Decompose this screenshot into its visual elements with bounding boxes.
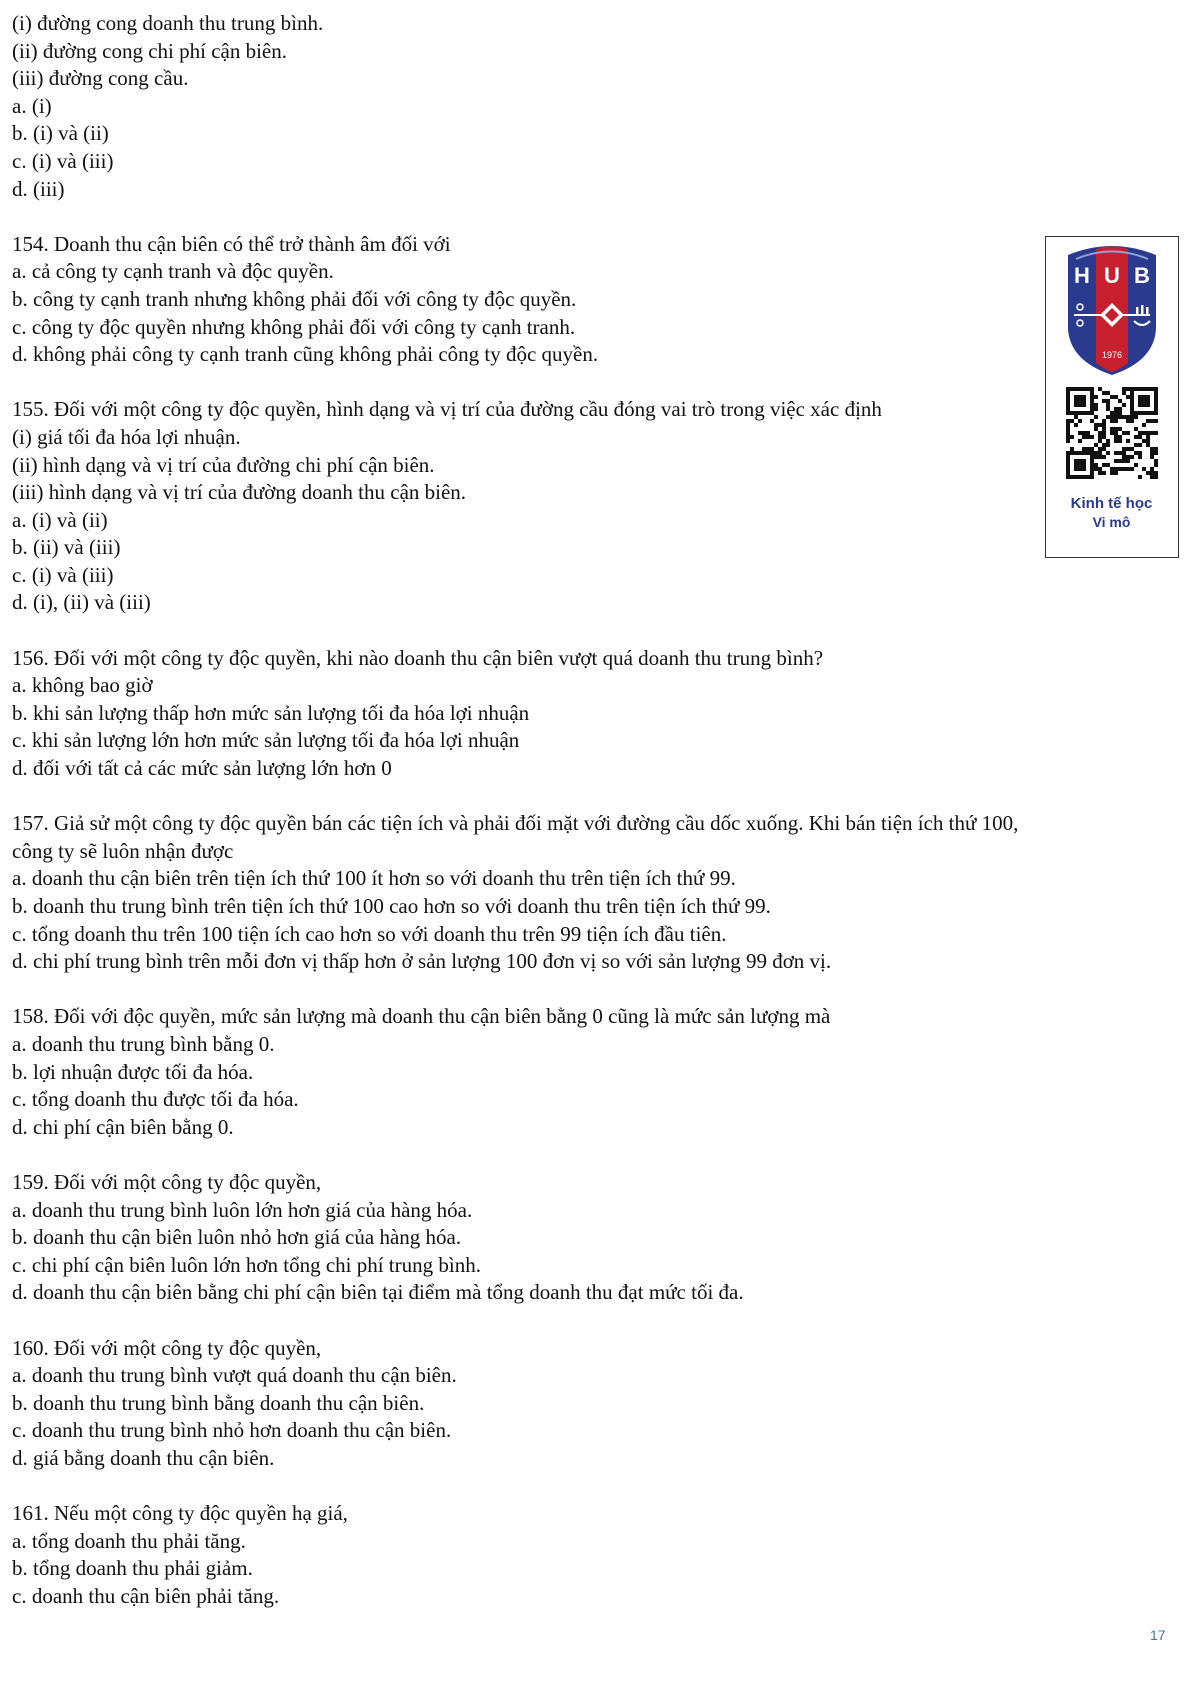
text-line: 154. Doanh thu cận biên có thể trở thành âm đối với (12, 231, 451, 256)
text-line: a. doanh thu trung bình luôn lớn hơn giá của hàng hóa. (12, 1197, 473, 1222)
text-line: d. không phải công ty cạnh tranh cũng không phải công ty độc quyền. (12, 342, 599, 367)
text-line: 158. Đối với độc quyền, mức sản lượng mà doanh thu cận biên bằng 0 cũng là mức sản lượng mà (12, 1004, 831, 1029)
text-line: (ii) hình dạng và vị trí của đường chi phí cận biên. (12, 452, 435, 477)
course-badge (1045, 236, 1179, 558)
blank-line (12, 783, 1172, 811)
text-line: d. (iii) (12, 176, 65, 201)
text-line: d. chi phí trung bình trên mỗi đơn vị thấp hơn ở sản lượng 100 đơn vị so với sản lượng 99 đơn vị. (12, 949, 832, 974)
text-line: a. doanh thu trung bình bằng 0. (12, 1031, 275, 1056)
text-line: b. (i) và (ii) (12, 121, 109, 146)
text-line: c. công ty độc quyền nhưng không phải đối với công ty cạnh tranh. (12, 314, 576, 339)
text-line: c. doanh thu trung bình nhỏ hơn doanh thu cận biên. (12, 1418, 452, 1443)
text-line: 161. Nếu một công ty độc quyền hạ giá, (12, 1501, 348, 1526)
text-line: a. cả công ty cạnh tranh và độc quyền. (12, 259, 334, 284)
text-line: b. (ii) và (iii) (12, 535, 121, 560)
blank-line (12, 1307, 1172, 1335)
badge-caption-line1: Kinh tế học (1070, 495, 1153, 512)
blank-line (12, 1141, 1172, 1169)
text-line: a. không bao giờ (12, 673, 153, 698)
text-line: (ii) đường cong chi phí cận biên. (12, 38, 287, 63)
text-line: 159. Đối với một công ty độc quyền, (12, 1169, 322, 1194)
document-body (12, 10, 1172, 1610)
text-line: b. doanh thu trung bình bằng doanh thu cận biên. (12, 1390, 425, 1415)
blank-line (12, 1472, 1172, 1500)
text-line: b. khi sản lượng thấp hơn mức sản lượng tối đa hóa lợi nhuận (12, 700, 530, 725)
text-line: b. doanh thu cận biên luôn nhỏ hơn giá của hàng hóa. (12, 1225, 462, 1250)
text-line: 155. Đối với một công ty độc quyền, hình dạng và vị trí của đường cầu đóng vai trò trong việc xác định (12, 397, 882, 422)
qr-code-icon (1066, 387, 1158, 479)
text-line: (i) giá tối đa hóa lợi nhuận. (12, 424, 241, 449)
badge-caption-line2: Vi mô (1092, 514, 1131, 530)
text-line: d. (i), (ii) và (iii) (12, 590, 151, 615)
text-line: a. tổng doanh thu phải tăng. (12, 1528, 246, 1553)
text-line: d. giá bằng doanh thu cận biên. (12, 1445, 275, 1470)
text-line: công ty sẽ luôn nhận được (12, 838, 234, 863)
text-line: c. doanh thu cận biên phải tăng. (12, 1583, 280, 1608)
text-line: a. doanh thu cận biên trên tiện ích thứ 100 ít hơn so với doanh thu trên tiện ích thứ 99. (12, 866, 736, 891)
text-line: a. doanh thu trung bình vượt quá doanh thu cận biên. (12, 1363, 457, 1388)
text-line: c. tổng doanh thu trên 100 tiện ích cao hơn so với doanh thu trên 99 tiện ích đầu tiên. (12, 921, 727, 946)
text-line: c. (i) và (iii) (12, 562, 114, 587)
svg-text:H: H (1074, 263, 1090, 288)
text-line: c. chi phí cận biên luôn lớn hơn tổng chi phí trung bình. (12, 1252, 481, 1277)
text-line: (iii) đường cong cầu. (12, 66, 189, 91)
text-line: 160. Đối với một công ty độc quyền, (12, 1335, 322, 1360)
text-line: d. chi phí cận biên bằng 0. (12, 1114, 234, 1139)
text-line: (i) đường cong doanh thu trung bình. (12, 11, 324, 35)
text-line: b. lợi nhuận được tối đa hóa. (12, 1059, 254, 1084)
text-line: c. tổng doanh thu được tối đa hóa. (12, 1087, 299, 1112)
text-line: a. (i) (12, 93, 52, 118)
blank-line (12, 203, 1172, 231)
svg-text:U: U (1104, 263, 1120, 288)
text-line: d. doanh thu cận biên bằng chi phí cận biên tại điểm mà tổng doanh thu đạt mức tối đa. (12, 1280, 744, 1305)
blank-line (12, 976, 1172, 1004)
svg-text:1976: 1976 (1101, 350, 1123, 360)
text-line: (iii) hình dạng và vị trí của đường doanh thu cận biên. (12, 480, 467, 505)
text-line: b. tổng doanh thu phải giảm. (12, 1556, 253, 1581)
text-line: 156. Đối với một công ty độc quyền, khi nào doanh thu cận biên vượt quá doanh thu trung bình? (12, 645, 824, 670)
text-line: a. (i) và (ii) (12, 507, 108, 532)
text-line: b. doanh thu trung bình trên tiện ích thứ 100 cao hơn so với doanh thu trên tiện ích thứ 99. (12, 894, 771, 918)
blank-line (12, 617, 1172, 645)
text-line: b. công ty cạnh tranh nhưng không phải đối với công ty độc quyền. (12, 286, 577, 311)
text-line: c. khi sản lượng lớn hơn mức sản lượng tối đa hóa lợi nhuận (12, 728, 520, 753)
text-line: 157. Giả sử một công ty độc quyền bán các tiện ích và phải đối mặt với đường cầu dốc xuống. Khi bán tiện ích thứ 100, (12, 811, 1019, 836)
blank-line (12, 369, 1172, 397)
text-line: c. (i) và (iii) (12, 148, 114, 173)
page-number: 17 (1150, 1627, 1166, 1643)
text-line: d. đối với tất cả các mức sản lượng lớn hơn 0 (12, 756, 392, 781)
svg-text:B: B (1134, 263, 1150, 288)
